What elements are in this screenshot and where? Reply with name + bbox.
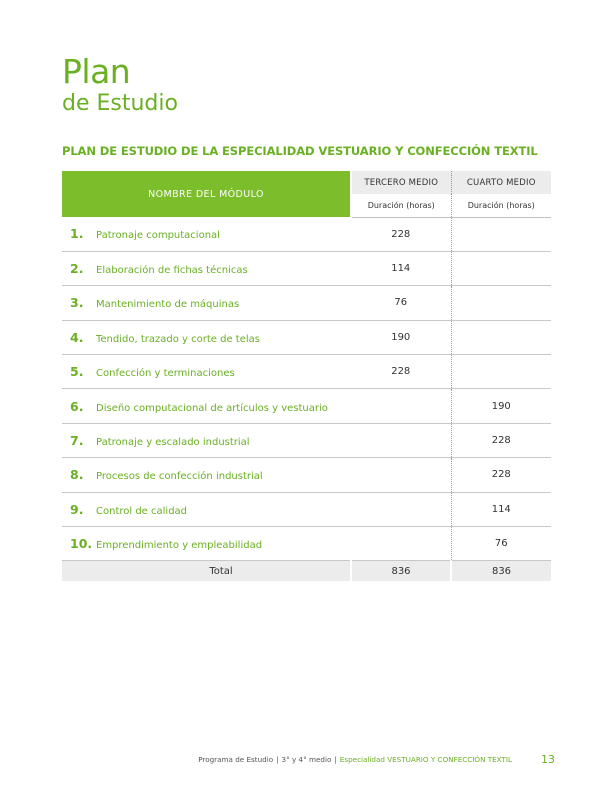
page-subtitle: de Estudio <box>62 91 178 116</box>
table-row <box>62 320 551 354</box>
table-row <box>62 251 551 285</box>
fourth-year-hours <box>451 355 551 389</box>
fourth-year-hours <box>451 320 551 354</box>
footer-separator: | <box>276 755 279 764</box>
fourth-year-hours: 228 <box>451 423 551 457</box>
table-row <box>62 423 551 457</box>
total-row <box>62 561 551 582</box>
third-year-duration-header: Duración (horas) <box>351 194 451 217</box>
module-name: Elaboración de fichas técnicas <box>96 265 248 277</box>
module-name: Patronaje computacional <box>96 230 220 242</box>
fourth-year-header: CUARTO MEDIO <box>451 171 551 194</box>
fourth-year-hours <box>451 217 551 251</box>
module-number: 9. <box>70 501 84 517</box>
fourth-year-hours: 190 <box>451 389 551 423</box>
table-row <box>62 389 551 423</box>
third-year-hours: 114 <box>351 251 451 285</box>
table-row <box>62 492 551 526</box>
module-name-cell <box>62 389 351 423</box>
module-name-cell <box>62 458 351 492</box>
module-name: Diseño computacional de artículos y vestuario <box>96 402 328 414</box>
page-number: 13 <box>541 753 555 766</box>
module-name-header: NOMBRE DEL MÓDULO <box>62 171 351 217</box>
module-number: 5. <box>70 364 84 380</box>
fourth-year-hours: 76 <box>451 527 551 561</box>
module-number: 3. <box>70 295 84 311</box>
page-footer <box>0 754 600 768</box>
fourth-year-hours <box>451 251 551 285</box>
module-name-cell <box>62 251 351 285</box>
third-year-hours: 228 <box>351 217 451 251</box>
module-number: 2. <box>70 261 84 277</box>
third-year-hours <box>351 423 451 457</box>
third-year-hours: 228 <box>351 355 451 389</box>
module-name: Procesos de confección industrial <box>96 471 263 483</box>
section-heading <box>62 142 538 160</box>
module-number: 4. <box>70 329 84 345</box>
module-name: Emprendimiento y empleabilidad <box>96 540 263 552</box>
footer-separator: | <box>334 755 337 764</box>
footer-program: Programa de Estudio <box>198 755 274 764</box>
module-number: 6. <box>70 398 84 414</box>
module-number: 8. <box>70 467 84 483</box>
footer-specialty: Especialidad VESTUARIO Y CONFECCIÓN TEXTIL <box>339 755 512 764</box>
footer-grade: 3° y 4° medio <box>281 755 332 764</box>
module-name-cell <box>62 492 351 526</box>
third-year-hours <box>351 527 451 561</box>
module-name-cell <box>62 527 351 561</box>
module-name-cell <box>62 217 351 251</box>
module-name: Patronaje y escalado industrial <box>96 437 250 449</box>
module-name-cell <box>62 320 351 354</box>
module-name-cell <box>62 355 351 389</box>
module-number: 10. <box>70 536 93 552</box>
module-name-cell <box>62 423 351 457</box>
total-third-year: 836 <box>351 561 451 582</box>
table-row <box>62 286 551 320</box>
module-number: 1. <box>70 226 84 242</box>
module-name: Control de calidad <box>96 505 188 517</box>
table-row <box>62 458 551 492</box>
module-name: Tendido, trazado y corte de telas <box>96 333 260 345</box>
study-plan-table <box>62 171 551 581</box>
page-title: Plan <box>62 52 131 91</box>
module-name: Confección y terminaciones <box>96 368 235 380</box>
third-year-header: TERCERO MEDIO <box>351 171 451 194</box>
total-fourth-year: 836 <box>451 561 551 582</box>
third-year-hours <box>351 389 451 423</box>
fourth-year-hours: 228 <box>451 458 551 492</box>
third-year-hours <box>351 458 451 492</box>
footer-text <box>198 755 512 764</box>
total-label: Total <box>62 561 351 582</box>
third-year-hours: 190 <box>351 320 451 354</box>
fourth-year-hours <box>451 286 551 320</box>
module-name: Mantenimiento de máquinas <box>96 299 240 311</box>
fourth-year-duration-header: Duración (horas) <box>451 194 551 217</box>
third-year-hours <box>351 492 451 526</box>
table-row <box>62 527 551 561</box>
third-year-hours: 76 <box>351 286 451 320</box>
module-name-cell <box>62 286 351 320</box>
section-heading-prefix: PLAN DE ESTUDIO DE LA ESPECIALIDAD <box>62 144 319 158</box>
fourth-year-hours: 114 <box>451 492 551 526</box>
module-number: 7. <box>70 433 84 449</box>
section-heading-specialty: VESTUARIO Y CONFECCIÓN TEXTIL <box>318 144 538 158</box>
table-row <box>62 217 551 251</box>
table-row <box>62 355 551 389</box>
